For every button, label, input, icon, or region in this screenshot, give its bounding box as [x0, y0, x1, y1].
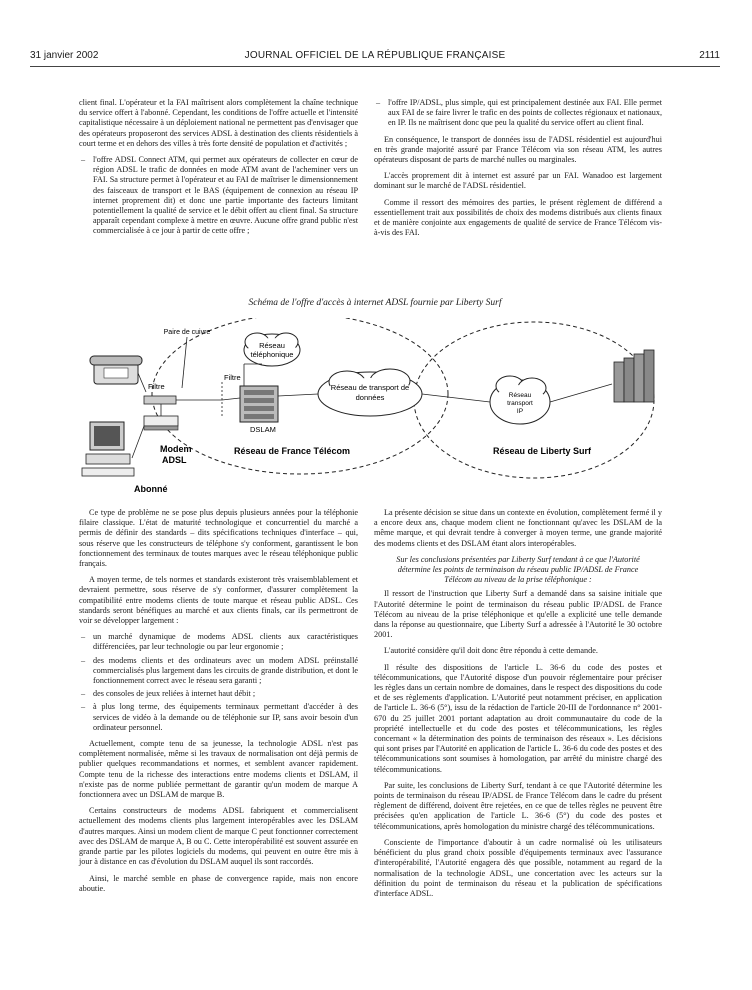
ip-label-1: Réseau — [508, 392, 532, 399]
paragraph: Consciente de l'importance d'aboutir à un cadre normalisé où les utilisateurs bénéficient du plus grand choix possible d'équipements terminaux avec l'assurance d'interopérabilité, l'Autorité engagera dès que possible, notamment au regard de la normalisation de la technologie ADSL, une concertation avec les acteurs sur la définition du point de terminaison du réseau et la publication de spécifications d'interface ADSL. — [374, 837, 662, 898]
transport-label-2: données — [355, 393, 385, 402]
paragraph: client final. L'opérateur et la FAI maîtrisent alors complètement la chaîne technique du service offert à l'abonné. Cependant, les conditions de l'offre actuelle et l'intensité capitalistique nécessaire à un déploiement national ne permettent pas d'envisager que des opérateurs proposeront des services ADSL à destination des clients résidentiels à court terme et en dehors des villes à très forte densité de population et d'activités ; — [79, 98, 358, 148]
modem-label-1: Modem — [160, 444, 192, 454]
bullet-list — [79, 632, 358, 733]
server-rack-icon — [614, 350, 654, 402]
left-filter-icon — [144, 396, 176, 404]
paragraph: En conséquence, le transport de données issu de l'ADSL résidentiel est aujourd'hui en très grande majorité assuré par France Télécom via son réseau ATM, les autres opérateurs disposant de parts de marché nulles ou marginales. — [374, 134, 662, 165]
ip-label-3: IP — [516, 408, 524, 415]
header-date: 31 janvier 2002 — [30, 50, 99, 61]
copper-pair-pointer — [182, 337, 187, 388]
bullet-item: – des modems clients et des ordinateurs avec un modem ADSL préinstallé commercialisés plus largement dans les circuits de grande distribution, et dont le fonctionnement correct avec le réseau sera garanti ; — [79, 656, 358, 687]
header-rule — [30, 66, 720, 67]
paragraph: Actuellement, compte tenu de sa jeunesse, la technologie ADSL n'est pas complètement normalisée, même si les travaux de normalisation ont déjà permis de publier quelques recommandations et normes, et semblent avancer rapidement. Compte tenu de la richesse des interactions entre modems clients et DSLAM, il n'existe pas de norme publiée permettant de garantir qu'un modem de marque A fonctionnera avec un DSLAM de marque B. — [79, 739, 358, 800]
diagram-caption: Schéma de l'offre d'accès à internet ADSL fournie par Liberty Surf — [248, 298, 502, 308]
modem-icon — [144, 416, 178, 430]
left-filter-label: Filtre — [148, 382, 165, 391]
network-interconnect-line — [422, 394, 490, 402]
paragraph: La présente décision se situe dans un contexte en évolution, complètement fermé il y a encore deux ans, chaque modem client ne fonctionnant qu'avec les DSLAM de la même marque, et qui devrait tendre à converger à moyen terme, une grande majorité des modems clients et des DSLAM étant alors interopérables. — [374, 508, 662, 548]
paragraph: L'accès proprement dit à internet est assuré par un FAI. Wanadoo est largement dominant sur le marché de l'ADSL résidentiel. — [374, 171, 662, 191]
computer-icon — [82, 422, 134, 476]
transport-label-1: Réseau de transport de — [330, 383, 410, 392]
dslam-label: DSLAM — [250, 425, 276, 434]
copper-pair-label: Paire de cuivre — [163, 329, 211, 336]
bullet-item: – des consoles de jeux reliées à internet haut débit ; — [79, 689, 358, 699]
bullet-item: – à plus long terme, des équipements terminaux permettant d'accéder à des services de vidéo à la demande ou de téléphonie sur IP, sans avoir besoin d'un ordinateur personnel. — [79, 702, 358, 733]
bullet-item: – l'offre ADSL Connect ATM, qui permet aux opérateurs de collecter en cœur de région ADSL le trafic de données en mode ATM avant de l'acheminer vers un FAI. Sa structure permet à l'opérateur et au FAI de maîtriser le dimensionnement des faisceaux de transport et le BAS (équipement de connexion au réseau IP internet proprement dit) et donc une partie importante des facteurs limitant potentiellement la qualité de service et le débit offert au client final. Sa structure apparaît cependant complexe à mettre en œuvre. Aucune offre grand public n'est commercialisée à ce jour à partir de cette offre ; — [79, 155, 358, 237]
bottom-left-column — [79, 508, 358, 900]
paragraph: Il résulte des dispositions de l'article L. 36-6 du code des postes et télécommunications, que l'Autorité dispose d'un pouvoir réglementaire pour préciser les règles dans un certain nombre de domaines, dans le respect des dispositions du code et de ses règlements d'application. L'Autorité peut notamment préciser, en application de l'article L. 36-6 (5°), issu de la rédaction de l'article 20-III de l'ordonnance n° 2001-670 du 25 juillet 2001 portant adaptation au droit communautaire du code de la propriété intellectuelle et du code des postes et télécommunications, les règles concernant « la détermination des points de terminaison des réseaux ». Les décisions qui sont prises par l'Autorité en application de l'article L. 36-6 du code des postes et des télécommunications sont soumises à homologation, par arrêté du ministre chargé des télécommunications. — [374, 662, 662, 774]
header-page-number: 2111 — [699, 50, 720, 61]
paragraph: Il ressort de l'instruction que Liberty Surf a demandé dans sa saisine initiale que l'Autorité détermine le point de terminaison du réseau public IP/ADSL de France Télécom au niveau de la prise téléphonique et qu'elle a explicité une telle demande dans la réponse au questionnaire, que Liberty Surf a adressée à l'Autorité le 30 octobre 2001. — [374, 589, 662, 640]
top-right-column — [374, 98, 662, 244]
telephone-network-label-1: Réseau — [259, 341, 285, 350]
bullet-item: – l'offre IP/ADSL, plus simple, qui est principalement destinée aux FAI. Elle permet aux FAI de se faire livrer le trafic en des points de collectes régionaux et nationaux, en IP. Ils ne maîtrisent donc que peu la qualité du service offert au client final. — [374, 98, 662, 129]
liberty-surf-network-label: Réseau de Liberty Surf — [492, 446, 592, 456]
paragraph: L'autorité considère qu'il doit donc être répondu à cette demande. — [384, 646, 598, 656]
paragraph: A moyen terme, de tels normes et standards existeront très vraisemblablement et devraient permettre, sous réserve de s'y conformer, d'assurer complètement la compatibilité entre modems clients de toute marque et réseau public ADSL. Ces standards seront bénéfiques au marché et aux clients finals, car ils permettront de voir se développer largement : — [79, 575, 358, 626]
top-left-column — [79, 98, 358, 243]
section-heading: Sur les conclusions présentées par Liberty Surf tendant à ce que l'Autorité détermine les points de terminaison du réseau public IP/ADSL de France Télécom au niveau de la prise téléphonique : — [396, 554, 640, 585]
paragraph: Certains constructeurs de modems ADSL fabriquent et commercialisent actuellement des modems clients plus largement interopérables avec les DSLAM d'autres marques. Ainsi un modem client de marque C peut fonctionner correctement avec des DSLAM de marque A, B ou C. Cette interopérabilité est souvent assurée en grande partie par les pilotes logiciels du modems, qui peuvent en outre être mis à jour à distance en cas d'évolution du DSLAM auquel ils sont raccordés. — [79, 806, 358, 867]
page-header — [30, 50, 720, 66]
bullet-list — [79, 155, 358, 237]
dslam-icon — [240, 386, 278, 422]
paragraph: Par suite, les conclusions de Liberty Surf, tendant à ce que l'Autorité détermine les points de terminaison du réseau IP/ADSL de France Télécom dans le cadre du présent règlement de différend, doivent être rejetées, en ce que de telles règles ne peuvent être précisées qu'en application de l'article L. 36-6 (5°) du code des postes et télécommunications, après homologation du ministre chargé des télécommunications. — [374, 780, 662, 831]
telephone-icon — [90, 356, 142, 384]
telephone-network-label-2: téléphonique — [250, 350, 294, 359]
bottom-right-column — [374, 508, 662, 905]
france-telecom-network-label: Réseau de France Télécom — [233, 446, 351, 456]
paragraph: Comme il ressort des mémoires des parties, le présent règlement de différend a essentiellement trait aux possibilités de choix des modems distribués aux clients finaux et de manière conjointe aux engagements de qualité de service de France Télécom vis-à-vis des FAI. — [374, 197, 662, 238]
middle-filter-label: Filtre — [224, 373, 241, 382]
network-diagram — [72, 318, 672, 500]
subscriber-label: Abonné — [134, 484, 168, 494]
bullet-list — [374, 98, 662, 129]
header-journal-title: JOURNAL OFFICIEL DE LA RÉPUBLIQUE FRANÇAISE — [244, 50, 506, 61]
ip-label-2: transport — [507, 400, 533, 407]
bullet-item: – un marché dynamique de modems ADSL clients aux caractéristiques différenciées, par leur technologie ou par leur ergonomie ; — [79, 632, 358, 652]
paragraph: Ce type de problème ne se pose plus depuis plusieurs années pour la téléphonie filaire classique. L'état de maturité technologique et concurrentiel du marché a permis de définir des standards – dits spécifications techniques d'interface – qui, sous réserve que les constructeurs de téléphone s'y conforment, garantissent le bon fonctionnement des terminaux de toutes marques avec le réseau téléphonique public français. — [79, 508, 358, 569]
modem-label-2: ADSL — [162, 455, 187, 465]
wire-filter-to-frame — [176, 398, 240, 400]
paragraph: Ainsi, le marché semble en phase de convergence rapide, mais non encore aboutie. — [79, 873, 358, 893]
